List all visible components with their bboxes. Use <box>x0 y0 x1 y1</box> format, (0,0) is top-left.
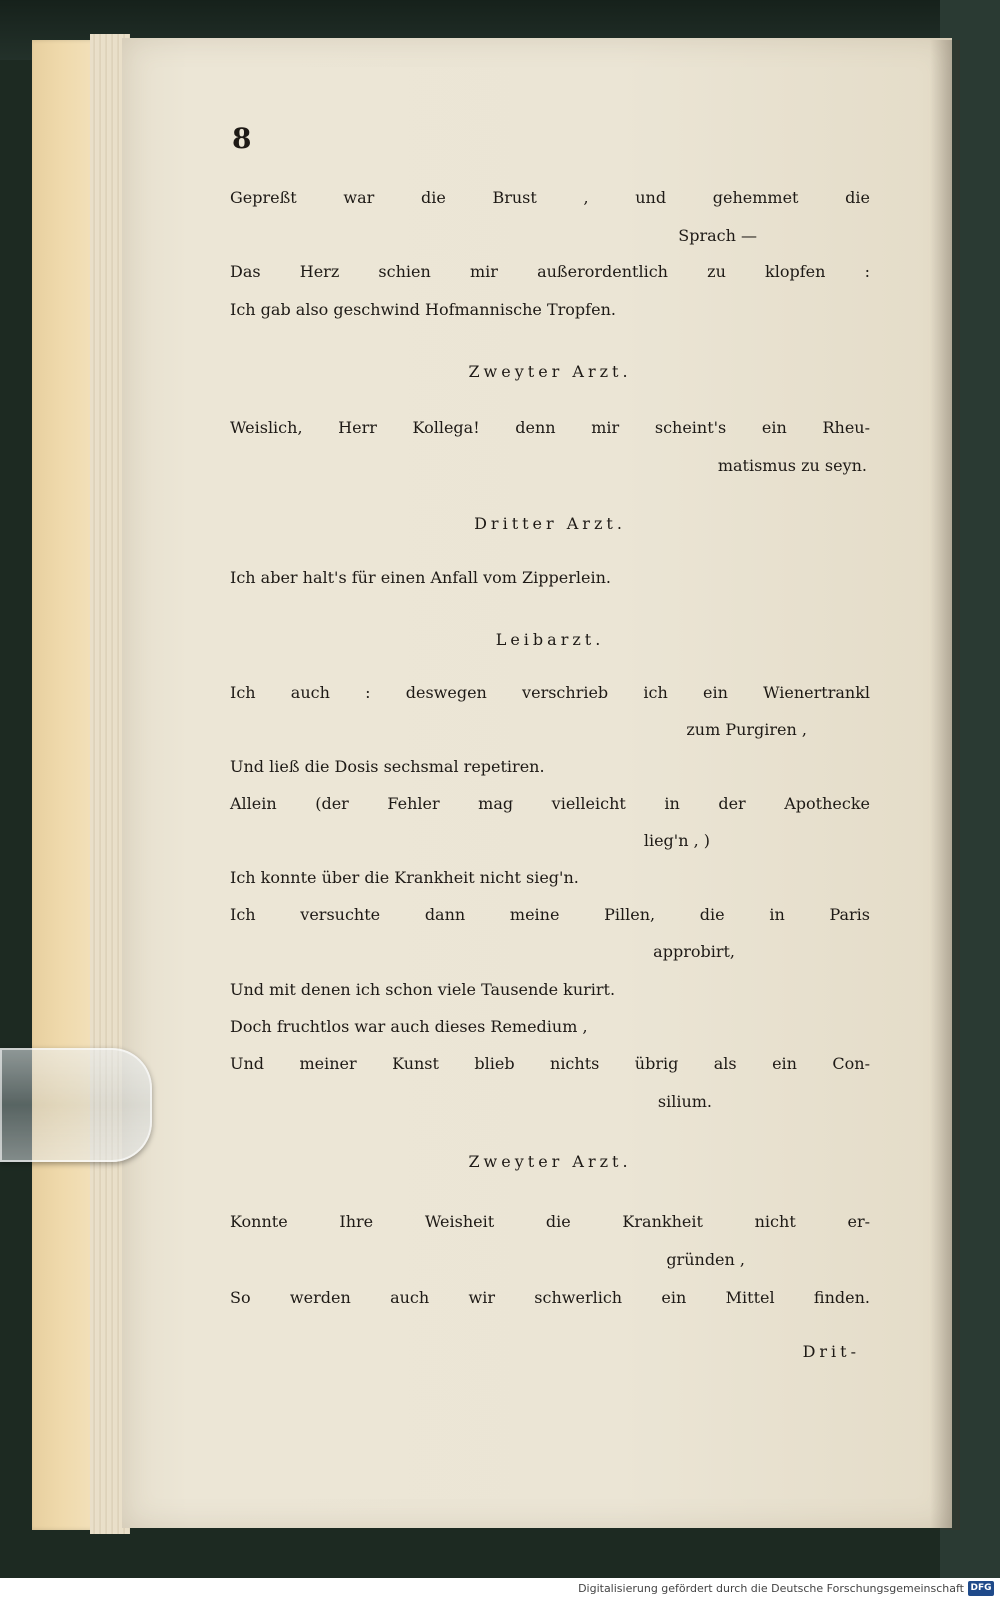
page-number: 8 <box>232 122 252 155</box>
text-line: Doch fruchtlos war auch dieses Remedium , <box>230 1017 588 1036</box>
catchword: Drit- <box>802 1342 860 1361</box>
text-line: Ich konnte über die Krankheit nicht sieg'n. <box>230 868 579 887</box>
text-line: zum Purgiren , <box>686 720 807 739</box>
text-line: Ich gab also geschwind Hofmannische Tropfen. <box>230 300 616 319</box>
speaker-heading: Dritter Arzt. <box>474 514 626 533</box>
text-line: Ich versuchte dann meine Pillen, die in Paris <box>230 905 870 924</box>
text-line: Und ließ die Dosis sechsmal repetiren. <box>230 757 545 776</box>
speaker-heading: Zweyter Arzt. <box>468 362 632 381</box>
dfg-logo: DFG <box>968 1581 994 1596</box>
text-line: Sprach — <box>678 226 757 245</box>
text-line: Konnte Ihre Weisheit die Krankheit nicht er- <box>230 1212 870 1231</box>
text-line: Und meiner Kunst blieb nichts übrig als ein Con- <box>230 1054 870 1073</box>
text-line: Gepreßt war die Brust , und gehemmet die <box>230 188 870 207</box>
speaker-heading: Zweyter Arzt. <box>468 1152 632 1171</box>
text-line: Ich aber halt's für einen Anfall vom Zipperlein. <box>230 568 611 587</box>
text-line: gründen , <box>666 1250 745 1269</box>
footer-credit: Digitalisierung gefördert durch die Deutsche Forschungsgemeinschaft <box>578 1582 964 1595</box>
text-line: matismus zu seyn. <box>717 456 867 475</box>
page-holder-clip <box>0 1048 152 1162</box>
text-line: So werden auch wir schwerlich ein Mittel finden. <box>230 1288 870 1307</box>
text-line: silium. <box>657 1092 712 1111</box>
text-line: lieg'n , ) <box>643 831 710 850</box>
text-line: Ich auch : deswegen verschrieb ich ein Wienertrankl <box>230 683 870 702</box>
text-line: approbirt, <box>653 942 735 961</box>
text-line: Weislich, Herr Kollega! denn mir scheint's ein Rheu- <box>230 418 870 437</box>
page-gutter-shadow <box>930 40 960 1530</box>
text-line: Und mit denen ich schon viele Tausende kurirt. <box>230 980 616 999</box>
speaker-heading: Leibarzt. <box>495 630 605 649</box>
text-line: Allein (der Fehler mag vielleicht in der Apothecke <box>230 794 870 813</box>
text-line: Das Herz schien mir außerordentlich zu klopfen : <box>230 262 870 281</box>
